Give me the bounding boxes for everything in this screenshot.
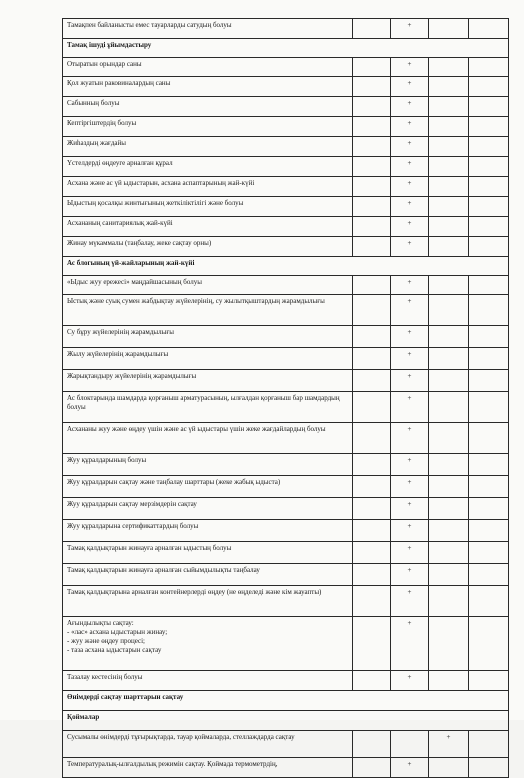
empty-cell <box>469 476 509 498</box>
criterion-text: Су бұру жүйелерінің жарамдылығы <box>63 326 353 348</box>
subsection-title: Қоймалар <box>63 711 509 731</box>
inspection-checklist-table <box>62 18 509 778</box>
criterion-text: Асхананың санитариялық жай-күйі <box>63 217 353 237</box>
criterion-text: Жарықтандыру жүйелерінің жарамдылығы <box>63 370 353 392</box>
empty-cell <box>429 177 469 197</box>
empty-cell <box>391 731 429 758</box>
table-row <box>63 498 509 520</box>
empty-cell <box>353 586 391 617</box>
check-mark: + <box>391 476 429 498</box>
empty-cell <box>469 370 509 392</box>
empty-cell <box>429 217 469 237</box>
empty-cell <box>469 348 509 370</box>
table-row <box>63 326 509 348</box>
empty-cell <box>429 564 469 586</box>
section-title: Ас блогының үй-жайларының жай-күйі <box>63 257 509 276</box>
empty-cell <box>353 498 391 520</box>
empty-cell <box>353 542 391 564</box>
empty-cell <box>353 58 391 77</box>
check-mark: + <box>391 370 429 392</box>
criterion-text: Ағындылықты сақтау: - «лас» асхана ыдыстарын жинау; - жуу және өңдеу процесі; - таза асхана ыдыстарын сақтау <box>63 617 353 671</box>
criterion-text: Кептіргіштердің болуы <box>63 117 353 137</box>
criterion-text: Үстелдерді өңдеуге арналған құрал <box>63 157 353 177</box>
empty-cell <box>353 217 391 237</box>
check-mark: + <box>391 498 429 520</box>
empty-cell <box>429 295 469 326</box>
criterion-text: Сусымалы өнімдерді тұғырықтарда, тауар қоймаларда, стеллаждарда сақтау <box>63 731 353 758</box>
table-row <box>63 392 509 423</box>
table-row <box>63 197 509 217</box>
empty-cell <box>469 77 509 97</box>
table-row <box>63 58 509 77</box>
check-mark: + <box>391 671 429 691</box>
criterion-text: Ас блоктарында шамдарда қорғаныш арматурасының, ылғалдан қорғаныш бар шамдардың болуы <box>63 392 353 423</box>
empty-cell <box>469 97 509 117</box>
table-row <box>63 217 509 237</box>
table-row <box>63 423 509 454</box>
criterion-text: Тазалау кестесінің болуы <box>63 671 353 691</box>
table-row <box>63 671 509 691</box>
criterion-text: Тамақпен байланысты емес тауарларды сатудың болуы <box>63 19 353 39</box>
empty-cell <box>353 392 391 423</box>
table-row <box>63 237 509 257</box>
criterion-text: Жуу құралдарының болуы <box>63 454 353 476</box>
empty-cell <box>429 758 469 778</box>
empty-cell <box>353 97 391 117</box>
check-mark: + <box>429 731 469 758</box>
check-mark: + <box>391 454 429 476</box>
empty-cell <box>469 117 509 137</box>
empty-cell <box>469 617 509 671</box>
table-row <box>63 177 509 197</box>
empty-cell <box>429 423 469 454</box>
criterion-text: Жиһаздың жағдайы <box>63 137 353 157</box>
check-mark: + <box>391 217 429 237</box>
empty-cell <box>429 542 469 564</box>
table-row <box>63 586 509 617</box>
empty-cell <box>429 157 469 177</box>
table-row <box>63 542 509 564</box>
empty-cell <box>353 117 391 137</box>
check-mark: + <box>391 542 429 564</box>
empty-cell <box>353 326 391 348</box>
check-mark: + <box>391 97 429 117</box>
table-row <box>63 758 509 778</box>
empty-cell <box>353 137 391 157</box>
empty-cell <box>353 197 391 217</box>
criterion-text: Жуу құралдарын сақтау мерзімдерін сақтау <box>63 498 353 520</box>
criterion-text: Жинау мүкаммалы (таңбалау, жеке сақтау орны) <box>63 237 353 257</box>
empty-cell <box>469 19 509 39</box>
empty-cell <box>353 370 391 392</box>
empty-cell <box>429 19 469 39</box>
criterion-text: Жуу құралдарын сақтау және таңбалау шарттары (жеке жабық ыдыста) <box>63 476 353 498</box>
empty-cell <box>353 671 391 691</box>
criterion-text: Тамақ қалдықтарын жинауға арналған ыдыстың болуы <box>63 542 353 564</box>
empty-cell <box>469 758 509 778</box>
check-mark: + <box>391 295 429 326</box>
empty-cell <box>469 564 509 586</box>
empty-cell <box>353 520 391 542</box>
section-header-row <box>63 691 509 711</box>
empty-cell <box>469 276 509 295</box>
empty-cell <box>429 97 469 117</box>
empty-cell <box>429 237 469 257</box>
check-mark: + <box>391 564 429 586</box>
empty-cell <box>429 392 469 423</box>
empty-cell <box>353 617 391 671</box>
empty-cell <box>429 58 469 77</box>
empty-cell <box>429 276 469 295</box>
empty-cell <box>429 348 469 370</box>
empty-cell <box>353 476 391 498</box>
table-row <box>63 97 509 117</box>
check-mark: + <box>391 326 429 348</box>
check-mark: + <box>391 276 429 295</box>
empty-cell <box>469 217 509 237</box>
empty-cell <box>429 454 469 476</box>
table-row <box>63 731 509 758</box>
empty-cell <box>469 177 509 197</box>
subsection-header-row <box>63 711 509 731</box>
criterion-text: «Ыдыс жуу ережесі» маңдайшасының болуы <box>63 276 353 295</box>
table-row <box>63 117 509 137</box>
section-title: Тамақ ішуді ұйымдастыру <box>63 39 509 58</box>
empty-cell <box>353 295 391 326</box>
empty-cell <box>429 520 469 542</box>
criterion-text: Жылу жүйелерінің жарамдылығы <box>63 348 353 370</box>
empty-cell <box>429 77 469 97</box>
table-row <box>63 476 509 498</box>
empty-cell <box>429 197 469 217</box>
table-row <box>63 370 509 392</box>
check-mark: + <box>391 77 429 97</box>
check-mark: + <box>391 197 429 217</box>
empty-cell <box>429 326 469 348</box>
check-mark: + <box>391 520 429 542</box>
empty-cell <box>429 617 469 671</box>
empty-cell <box>353 731 391 758</box>
check-mark: + <box>391 237 429 257</box>
table-row <box>63 295 509 326</box>
empty-cell <box>353 237 391 257</box>
check-mark: + <box>391 758 429 778</box>
empty-cell <box>429 498 469 520</box>
empty-cell <box>353 564 391 586</box>
criterion-text: Ыдыстың қосалқы жинтығының жеткіліктілігі және болуы <box>63 197 353 217</box>
table-row <box>63 348 509 370</box>
check-mark: + <box>391 58 429 77</box>
table-row <box>63 137 509 157</box>
empty-cell <box>469 392 509 423</box>
table-row <box>63 19 509 39</box>
empty-cell <box>429 370 469 392</box>
check-mark: + <box>391 423 429 454</box>
table-row <box>63 520 509 542</box>
empty-cell <box>353 454 391 476</box>
empty-cell <box>353 348 391 370</box>
criterion-text: Температуралық-ылғалдылық режимін сақтау. Қоймада термометрдің, <box>63 758 353 778</box>
empty-cell <box>353 177 391 197</box>
empty-cell <box>469 671 509 691</box>
empty-cell <box>469 731 509 758</box>
empty-cell <box>469 237 509 257</box>
criterion-text: Тамақ қалдықтарына арналған контейнерлерді өңдеу (не өңделеді және кім жауапты) <box>63 586 353 617</box>
check-mark: + <box>391 117 429 137</box>
empty-cell <box>469 197 509 217</box>
check-mark: + <box>391 19 429 39</box>
empty-cell <box>469 586 509 617</box>
criterion-text: Қол жуатын раковиналардың саны <box>63 77 353 97</box>
empty-cell <box>469 542 509 564</box>
section-header-row <box>63 39 509 58</box>
empty-cell <box>469 326 509 348</box>
empty-cell <box>353 758 391 778</box>
empty-cell <box>469 454 509 476</box>
empty-cell <box>429 671 469 691</box>
empty-cell <box>353 157 391 177</box>
empty-cell <box>469 137 509 157</box>
criterion-text: Асхана және ас үй ыдыстарын, асхана аспаптарының жай-күйі <box>63 177 353 197</box>
table-row <box>63 77 509 97</box>
empty-cell <box>429 476 469 498</box>
check-mark: + <box>391 177 429 197</box>
check-mark: + <box>391 348 429 370</box>
empty-cell <box>353 19 391 39</box>
check-mark: + <box>391 617 429 671</box>
criterion-text: Отыратын орындар саны <box>63 58 353 77</box>
check-mark: + <box>391 157 429 177</box>
empty-cell <box>469 498 509 520</box>
table-row <box>63 617 509 671</box>
check-mark: + <box>391 392 429 423</box>
section-header-row <box>63 257 509 276</box>
table-row <box>63 157 509 177</box>
empty-cell <box>469 295 509 326</box>
criterion-text: Ыстық және суық сумен жабдықтау жүйелерінің, су жылытқыштардың жарамдылығы <box>63 295 353 326</box>
table-row <box>63 276 509 295</box>
empty-cell <box>353 77 391 97</box>
empty-cell <box>469 157 509 177</box>
empty-cell <box>353 276 391 295</box>
empty-cell <box>469 58 509 77</box>
check-mark: + <box>391 586 429 617</box>
empty-cell <box>469 520 509 542</box>
section-title: Өнімдерді сақтау шарттарын сақтау <box>63 691 509 711</box>
empty-cell <box>469 423 509 454</box>
check-mark: + <box>391 137 429 157</box>
table-row <box>63 454 509 476</box>
criterion-text: Асхананы жуу және өңдеу үшін және ас үй ыдыстары үшін жеке жағдайлардың болуы <box>63 423 353 454</box>
table-row <box>63 564 509 586</box>
empty-cell <box>353 423 391 454</box>
criterion-text: Жуу құралдарына сертификаттардың болуы <box>63 520 353 542</box>
empty-cell <box>429 137 469 157</box>
criterion-text: Сабынның болуы <box>63 97 353 117</box>
empty-cell <box>429 117 469 137</box>
criterion-text: Тамақ қалдықтарын жинауға арналған сыйымдылықты таңбалау <box>63 564 353 586</box>
empty-cell <box>429 586 469 617</box>
